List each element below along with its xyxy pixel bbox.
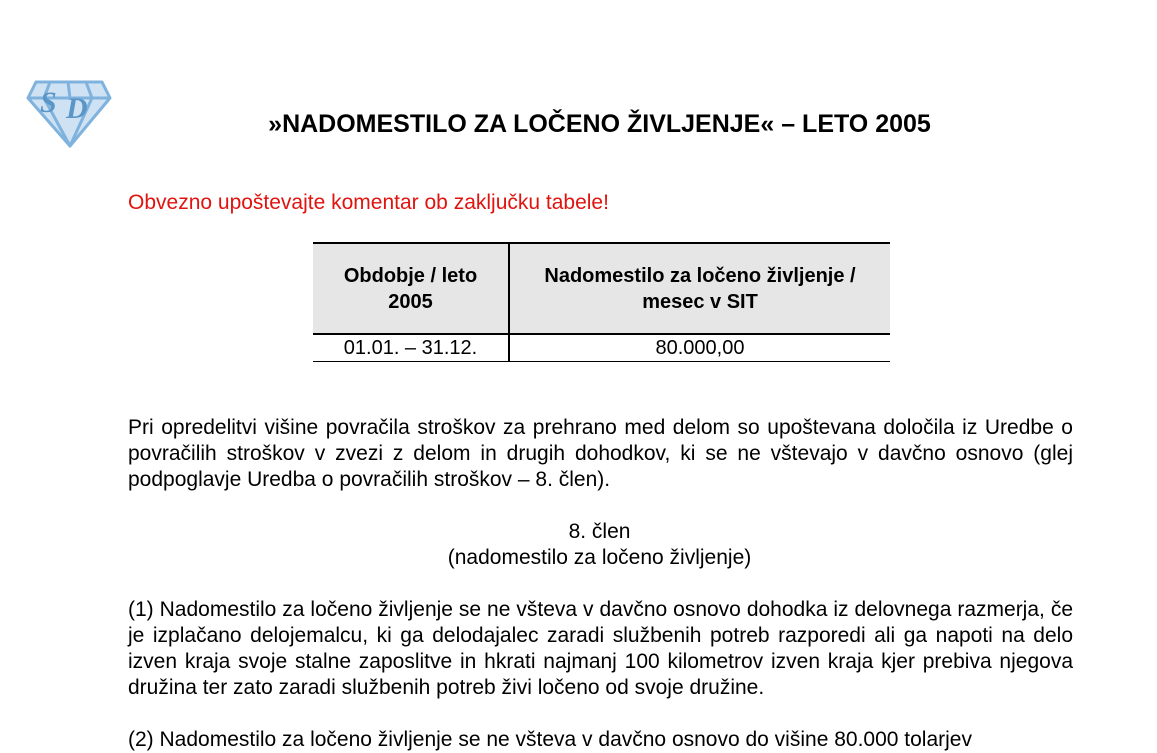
article-paragraph-2: (2) Nadomestilo za ločeno življenje se ne všteva v davčno osnovo do višine 80.000 tolarjev xyxy=(128,728,972,751)
table-row xyxy=(313,334,890,362)
table-header-row xyxy=(313,243,890,334)
svg-text:D: D xyxy=(66,92,88,125)
rate-table xyxy=(313,242,890,362)
column-header-amount: Nadomestilo za ločeno življenje / mesec v SIT xyxy=(509,243,890,334)
svg-text:S: S xyxy=(40,86,57,119)
column-header-period: Obdobje / leto 2005 xyxy=(313,243,509,334)
cell-amount: 80.000,00 xyxy=(509,334,890,362)
notice-text: Obvezno upoštevajte komentar ob zaključku tabele! xyxy=(128,191,609,214)
article-subtitle: (nadomestilo za ločeno življenje) xyxy=(447,546,752,569)
article-number: 8. člen xyxy=(568,520,631,543)
article-paragraph-1: (1) Nadomestilo za ločeno življenje se ne všteva v davčno osnovo dohodka iz delovnega razmerja, če je izplačano delojemalcu, ki ga delodajalec zaradi službenih potreb razporedi ali ga napoti na delo izven kraja svoje stalne zaposlitve in hkrati najmanj 100 kilometrov izven kraja kjer prebiva njegova družina ter zato zaradi službenih potreb živi ločeno od svoje družine. xyxy=(128,598,1073,699)
intro-paragraph: Pri opredelitvi višine povračila stroškov za prehrano med delom so upoštevana določila iz Uredbe o povračilih stroškov v zvezi z delom in drugih dohodkov, ki se ne vštevajo v davčno osnovo (glej podpoglavje Uredba o povračilih stroškov – 8. člen). xyxy=(128,416,1073,491)
document-title: »NADOMESTILO ZA LOČENO ŽIVLJENJE« – LETO 2005 xyxy=(268,110,931,138)
cell-period: 01.01. – 31.12. xyxy=(313,334,509,362)
